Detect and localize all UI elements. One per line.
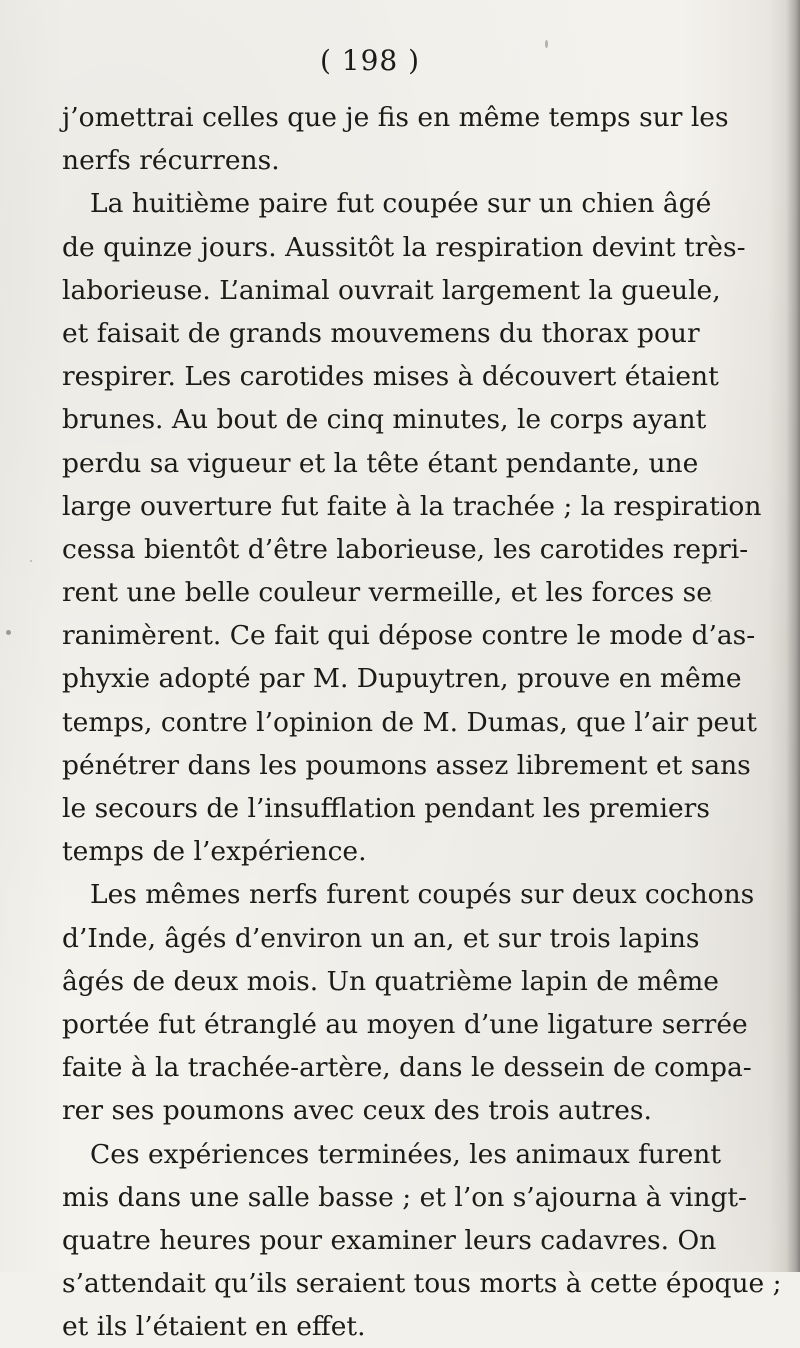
text-line: pénétrer dans les poumons assez librement et sans bbox=[62, 744, 684, 787]
text-line: de quinze jours. Aussitôt la respiration devint très- bbox=[62, 226, 684, 269]
text-line: et ils l’étaient en effet. bbox=[62, 1305, 684, 1348]
text-line: j’omettrai celles que je fis en même temps sur les bbox=[62, 96, 684, 139]
page-number: ( 198 ) bbox=[0, 44, 740, 77]
text-line: Ces expériences terminées, les animaux furent bbox=[62, 1133, 684, 1176]
text-line: large ouverture fut faite à la trachée ; la respiration bbox=[62, 485, 684, 528]
paper-speck bbox=[6, 630, 11, 635]
text-line: temps, contre l’opinion de M. Dumas, que l’air peut bbox=[62, 701, 684, 744]
text-line: s’attendait qu’ils seraient tous morts à cette époque ; bbox=[62, 1262, 684, 1305]
text-line: quatre heures pour examiner leurs cadavres. On bbox=[62, 1219, 684, 1262]
text-line: portée fut étranglé au moyen d’une ligature serrée bbox=[62, 1003, 684, 1046]
text-line: phyxie adopté par M. Dupuytren, prouve en même bbox=[62, 657, 684, 700]
paragraph bbox=[62, 873, 684, 1132]
paragraph bbox=[62, 1133, 684, 1348]
text-line: rer ses poumons avec ceux des trois autres. bbox=[62, 1089, 684, 1132]
text-line: temps de l’expérience. bbox=[62, 830, 684, 873]
text-line: Les mêmes nerfs furent coupés sur deux cochons bbox=[62, 873, 684, 916]
paper-speck bbox=[545, 40, 548, 48]
text-line: perdu sa vigueur et la tête étant pendante, une bbox=[62, 442, 684, 485]
paragraph bbox=[62, 182, 684, 873]
text-line: rent une belle couleur vermeille, et les forces se bbox=[62, 571, 684, 614]
text-line: ranimèrent. Ce fait qui dépose contre le mode d’as- bbox=[62, 614, 684, 657]
text-line: nerfs récurrens. bbox=[62, 139, 684, 182]
page-edge-shadow bbox=[786, 0, 800, 1272]
text-line: La huitième paire fut coupée sur un chien âgé bbox=[62, 182, 684, 225]
text-line: faite à la trachée-artère, dans le dessein de compa- bbox=[62, 1046, 684, 1089]
text-line: le secours de l’insufflation pendant les premiers bbox=[62, 787, 684, 830]
text-line: cessa bientôt d’être laborieuse, les carotides repri- bbox=[62, 528, 684, 571]
text-line: et faisait de grands mouvemens du thorax pour bbox=[62, 312, 684, 355]
text-line: d’Inde, âgés d’environ un an, et sur trois lapins bbox=[62, 917, 684, 960]
text-line: laborieuse. L’animal ouvrait largement la gueule, bbox=[62, 269, 684, 312]
text-line: brunes. Au bout de cinq minutes, le corps ayant bbox=[62, 398, 684, 441]
text-line: mis dans une salle basse ; et l’on s’ajourna à vingt- bbox=[62, 1176, 684, 1219]
paper-speck bbox=[30, 560, 32, 562]
text-line: respirer. Les carotides mises à découvert étaient bbox=[62, 355, 684, 398]
text-line: âgés de deux mois. Un quatrième lapin de même bbox=[62, 960, 684, 1003]
body-text bbox=[62, 96, 684, 1348]
paragraph bbox=[62, 96, 684, 182]
paper-speck bbox=[710, 600, 712, 602]
